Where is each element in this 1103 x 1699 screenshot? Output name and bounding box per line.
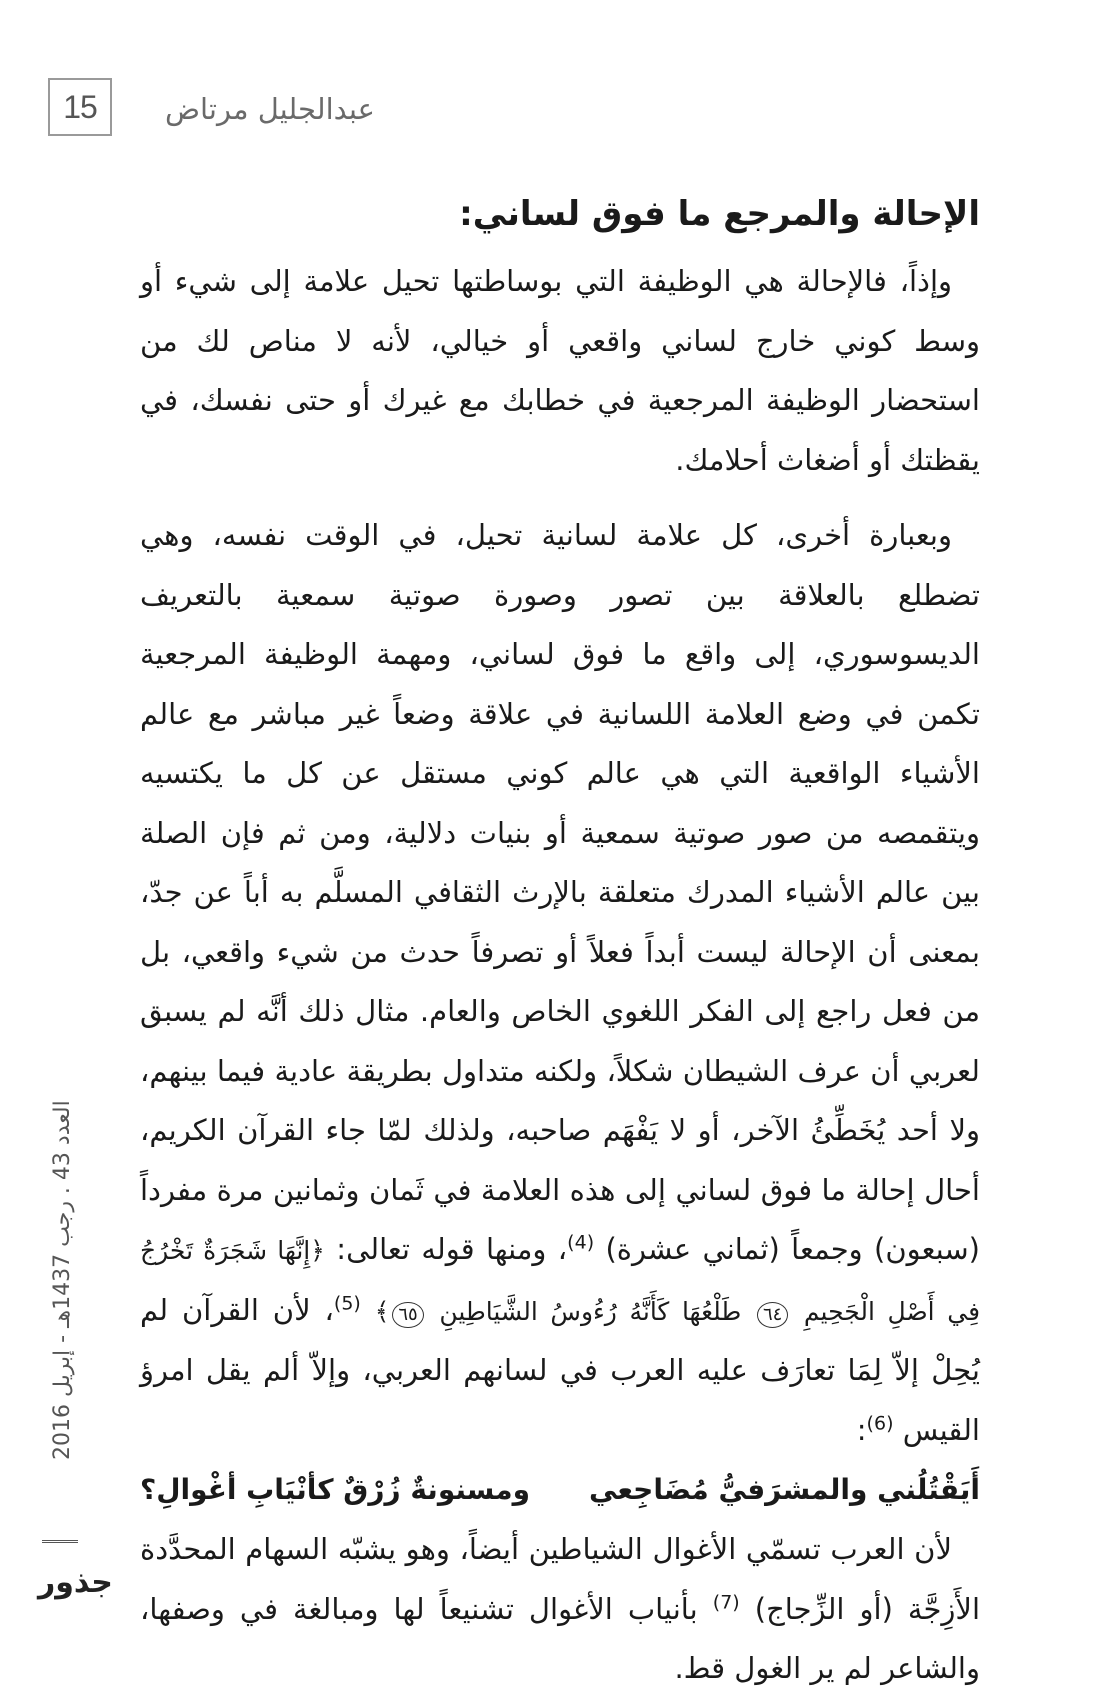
- paragraph-2-after-quran: ، لأن القرآن لم يُحِلْ إلاّ لِمَا تعارَف عليه العرب في لسانهم العربي، وإلاّ ألم يقل امرؤ القيس: [140, 1292, 980, 1447]
- verse-first-hemistich: أَيَقْتُلُني والمشرَفيُّ مُضَاجِعي: [589, 1473, 980, 1506]
- quran-close-bracket: ﴾: [374, 1296, 390, 1326]
- poetry-verse: [140, 1462, 980, 1518]
- paragraph-2-text: وبعبارة أخرى، كل علامة لسانية تحيل، في الوقت نفسه، وهي تضطلع بالعلاقة بين تصور وصورة صوتية سمعية بالتعريف الديسوسوري، إلى واقع ما فوق لساني، ومهمة الوظيفة المرجعية تكمن في وضع العلامة اللسانية في علاقة وضعاً غير مباشر مع عالم الأشياء الواقعية التي هي عالم كوني مستقل عن كل ما يكتسيه ويتقمصه من صور صوتية سمعية أو بنيات دلالية، ومن ثم فإن الصلة بين عالم الأشياء المدرك متعلقة بالإرث الثقافي المسلَّم به أباً عن جدّ، بمعنى أن الإحالة ليست أبداً فعلاً أو تصرفاً حدث من شيء واقعي، بل من فعل راجع إلى الفكر اللغوي الخاص والعام. مثال ذلك أنَّه لم يسبق لعربي أن عرف الشيطان شكلاً، ولكنه متداول بطريقة عادية فيما بينهم، ولا أحد يُخَطِّئُ الآخر، أو لا يَفْهَم صاحبه، ولذلك لمّا جاء القرآن الكريم، أحال إحالة ما فوق لساني إلى هذه العلامة في ثَمان وثمانين مرة مفرداً (سبعون) وجمعاً (ثماني عشرة): [140, 518, 980, 1266]
- paragraph-2-end: :: [856, 1412, 867, 1447]
- verse-second-hemistich: ومسنونةٌ زُرْقٌ كأنْيَابِ أغْوالِ؟: [140, 1473, 531, 1506]
- paragraph-3-text: لأن العرب تسمّي الأغوال الشياطين أيضاً، وهو يشبّه السهام المحدَّدة الأَزِجَّة (أو الزِّجاج): [140, 1532, 980, 1626]
- issue-info: [50, 1100, 75, 1460]
- footnote-ref-7[interactable]: (7): [712, 1590, 740, 1613]
- issue-info-text: العدد 43 . رجب 1437هـ - إبريل 2016: [50, 1100, 75, 1460]
- page-number: 15: [63, 88, 97, 125]
- paragraph-2: [140, 506, 980, 1460]
- ayah-number-64: ٦٤: [757, 1302, 788, 1328]
- page-number-box: [48, 78, 112, 136]
- footnote-ref-6[interactable]: (6): [866, 1411, 894, 1434]
- journal-logo: جذور: [38, 1565, 113, 1600]
- paragraph-3-end: بأنياب الأغوال تشنيعاً لها ومبالغة في وصفها، والشاعر لم ير الغول قط.: [140, 1591, 980, 1685]
- paragraph-3: [140, 1520, 980, 1699]
- footnote-ref-5[interactable]: (5): [333, 1291, 361, 1314]
- quran-verse-65: طَلْعُهَا كَأَنَّهُ رُءُوسُ الشَّيَاطِينِ: [439, 1296, 742, 1326]
- logo-divider: [42, 1540, 78, 1543]
- paragraph-1: [140, 252, 980, 490]
- quran-verse-64: إِنَّهَا شَجَرَةٌ تَخْرُجُ فِي أَصْلِ الْجَحِيمِ: [140, 1236, 981, 1326]
- footnote-ref-4[interactable]: (4): [567, 1231, 595, 1254]
- section-title: الإحالة والمرجع ما فوق لساني:: [459, 194, 980, 234]
- author-name: عبدالجليل مرتاض: [165, 92, 375, 126]
- quran-open-bracket: ﴿: [310, 1236, 325, 1265]
- ayah-number-65: ٦٥: [392, 1302, 423, 1328]
- article-body: [140, 186, 980, 1699]
- paragraph-2-cont: ، ومنها قوله تعالى:: [336, 1232, 568, 1266]
- paragraph-1-text: وإذاً، فالإحالة هي الوظيفة التي بوساطتها تحيل علامة إلى شيء أو وسط كوني خارج لساني واقعي أو خيالي، لأنه لا مناص لك من استحضار الوظيفة المرجعية في خطابك مع غيرك أو حتى نفسك، في يقظتك أو أضغاث أحلامك.: [140, 264, 980, 477]
